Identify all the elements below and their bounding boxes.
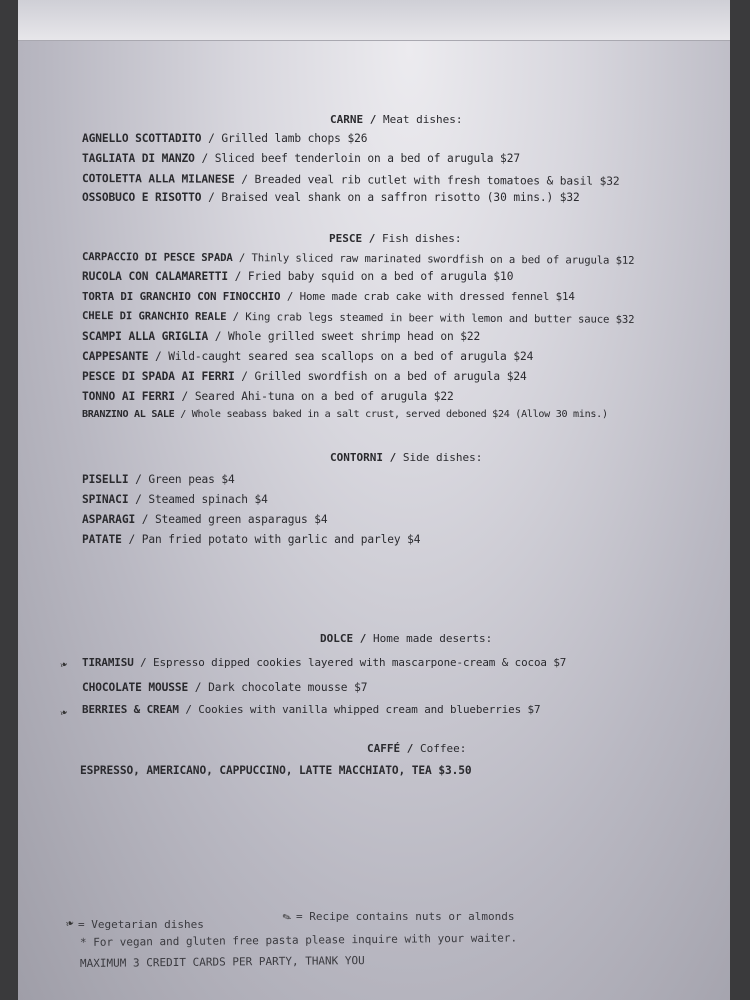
nuts-legend: = Recipe contains nuts or almonds bbox=[296, 910, 515, 923]
carne-title: CARNE bbox=[330, 113, 364, 126]
nuts-icon: ✎ bbox=[280, 909, 294, 926]
menu-item: PESCE DI SPADA AI FERRI / Grilled swordfish on a bed of arugula $24 bbox=[82, 370, 527, 383]
caffe-subtitle: Coffee: bbox=[420, 742, 467, 755]
menu-item: BERRIES & CREAM / Cookies with vanilla whipped cream and blueberries $7 bbox=[82, 703, 541, 716]
vegan-note: * For vegan and gluten free pasta please inquire with your waiter. bbox=[79, 931, 518, 949]
menu-item: TONNO AI FERRI / Seared Ahi-tuna on a bed of arugula $22 bbox=[82, 390, 454, 403]
caffe-heading: CAFFÉ / Coffee: bbox=[367, 742, 467, 755]
contorni-subtitle: Side dishes: bbox=[402, 451, 483, 464]
menu-item: CHELE DI GRANCHIO REALE / King crab legs steamed in beer with lemon and butter sauce $32 bbox=[81, 310, 635, 326]
contorni-title: CONTORNI bbox=[330, 451, 383, 464]
pesce-subtitle: Fish dishes: bbox=[382, 232, 462, 245]
menu-item: BRANZINO AL SALE / Whole seabass baked in a salt crust, served deboned $24 (Allow 30 mins.) bbox=[82, 409, 608, 420]
vegetarian-icon: ❧ bbox=[57, 704, 70, 720]
vegetarian-icon: ❧ bbox=[57, 656, 70, 672]
caffe-line: ESPRESSO, AMERICANO, CAPPUCCINO, LATTE MACCHIATO, TEA $3.50 bbox=[80, 764, 472, 777]
pesce-title: PESCE bbox=[329, 232, 363, 245]
menu-item: TAGLIATA DI MANZO / Sliced beef tenderloin on a bed of arugula $27 bbox=[82, 152, 520, 165]
contorni-heading: CONTORNI / Side dishes: bbox=[330, 451, 483, 464]
dolce-heading: DOLCE / Home made deserts: bbox=[320, 632, 493, 645]
menu-item: CAPPESANTE / Wild-caught seared sea scallops on a bed of arugula $24 bbox=[82, 350, 534, 363]
menu-item: AGNELLO SCOTTADITO / Grilled lamb chops $26 bbox=[82, 132, 368, 145]
menu-item: PATATE / Pan fried potato with garlic and parley $4 bbox=[82, 533, 421, 546]
dolce-subtitle: Home made deserts: bbox=[373, 632, 493, 645]
menu-item: CARPACCIO DI PESCE SPADA / Thinly sliced raw marinated swordfish on a bed of arugula $12 bbox=[81, 251, 635, 267]
menu-item: OSSOBUCO E RISOTTO / Braised veal shank on a saffron risotto (30 mins.) $32 bbox=[82, 191, 580, 204]
pesce-heading: PESCE / Fish dishes: bbox=[329, 232, 462, 245]
menu-item: PISELLI / Green peas $4 bbox=[82, 473, 235, 486]
menu-item: ASPARAGI / Steamed green asparagus $4 bbox=[82, 513, 328, 526]
caffe-title: CAFFÉ bbox=[367, 742, 401, 755]
veg-legend: = Vegetarian dishes bbox=[78, 918, 204, 931]
menu-item: TORTA DI GRANCHIO CON FINOCCHIO / Home made crab cake with dressed fennel $14 bbox=[82, 290, 575, 303]
menu-item: COTOLETTA ALLA MILANESE / Breaded veal rib cutlet with fresh tomatoes & basil $32 bbox=[81, 172, 620, 188]
menu-item: RUCOLA CON CALAMARETTI / Fried baby squid on a bed of arugula $10 bbox=[82, 270, 514, 283]
menu-item: CHOCOLATE MOUSSE / Dark chocolate mousse $7 bbox=[82, 681, 368, 694]
menu-item: SCAMPI ALLA GRIGLIA / Whole grilled sweet shrimp head on $22 bbox=[82, 330, 481, 343]
vegetarian-icon: ❧ bbox=[63, 915, 77, 932]
dolce-title: DOLCE bbox=[320, 632, 354, 645]
credit-note: MAXIMUM 3 CREDIT CARDS PER PARTY, THANK YOU bbox=[79, 954, 365, 970]
carne-subtitle: Meat dishes: bbox=[383, 113, 463, 126]
menu-sheet bbox=[18, 0, 730, 1000]
carne-heading: CARNE / Meat dishes: bbox=[330, 113, 463, 126]
menu-item: SPINACI / Steamed spinach $4 bbox=[82, 493, 268, 506]
menu-item: TIRAMISU / Espresso dipped cookies layered with mascarpone-cream & cocoa $7 bbox=[82, 656, 567, 669]
